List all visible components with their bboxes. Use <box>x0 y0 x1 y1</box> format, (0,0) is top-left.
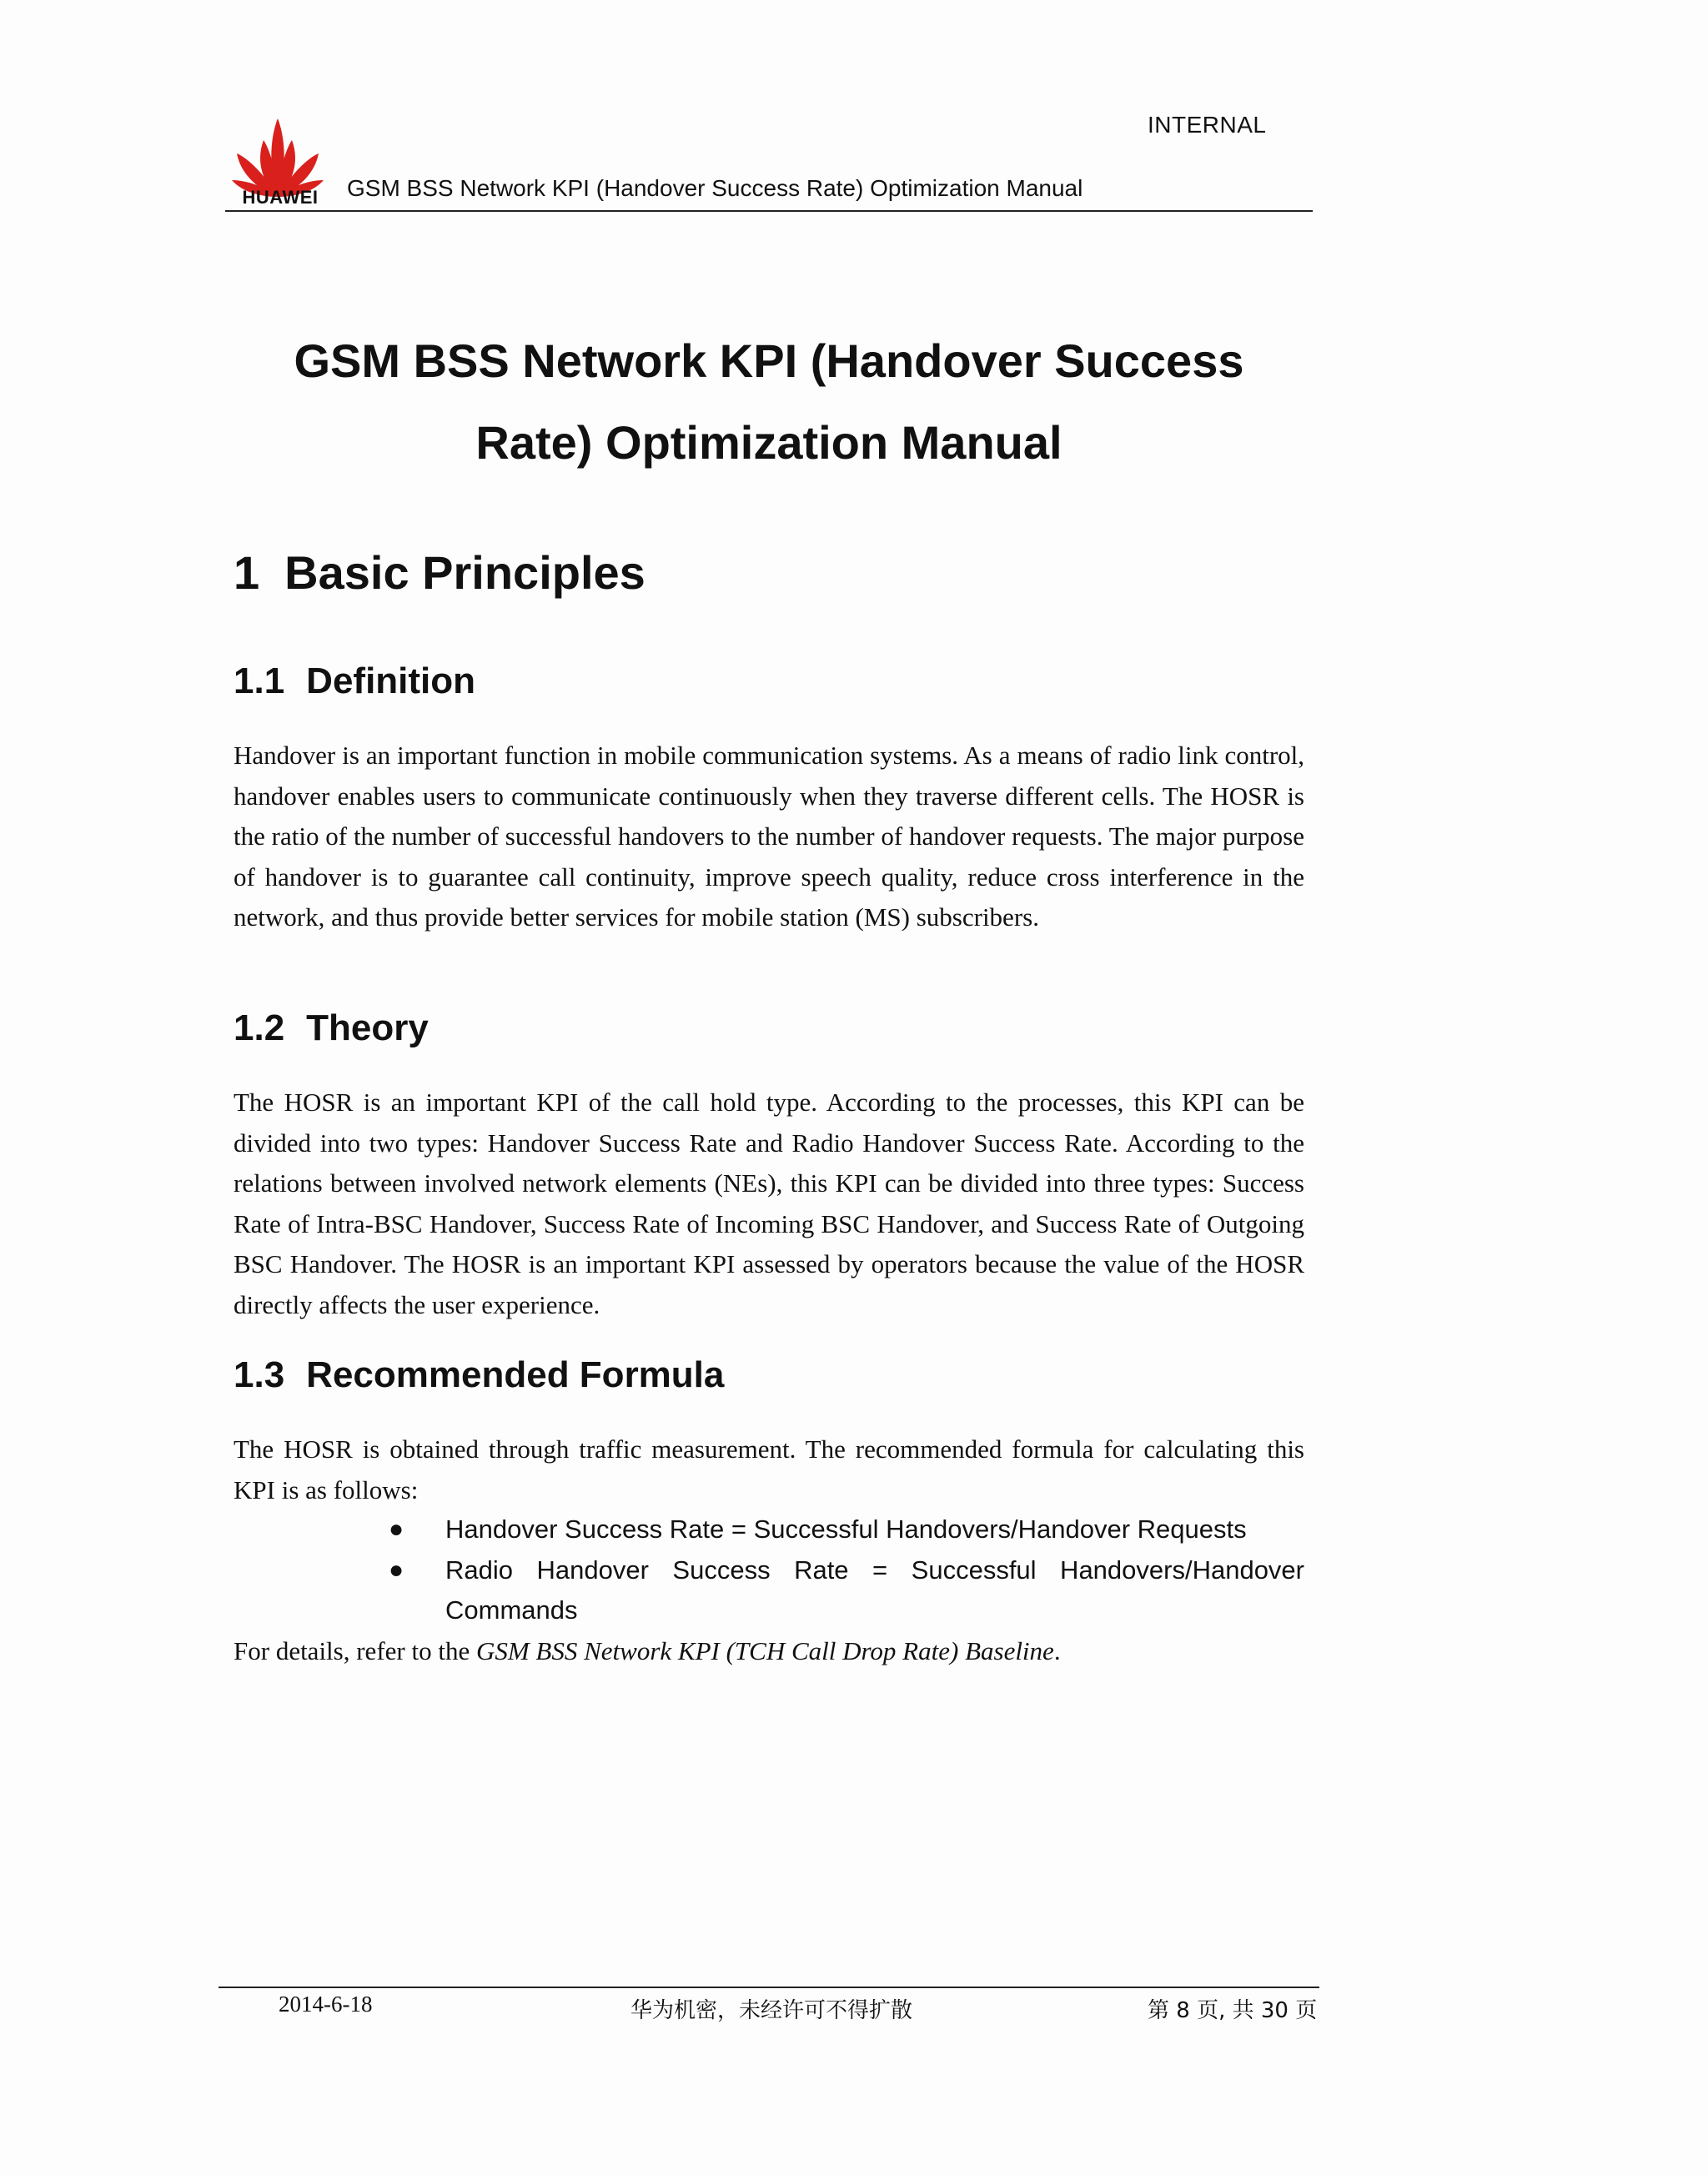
theory-paragraph: The HOSR is an important KPI of the call hold type. According to the processes, this KPI can be divided into two types: Handover Success Rate and Radio Handover Success Rate. According to the relations between involved network elements (NEs), this KPI can be divided into three types: Success Rate of Intra-BSC Handover, Success Rate of Incoming BSC Handover, and Success Rate of Outgoing BSC Handover. The HOSR is an important KPI assessed by operators because the value of the HOSR directly affects the user experience. <box>234 1088 1304 1319</box>
formula-text-line2: Commands <box>445 1595 578 1625</box>
referenced-document-title: GSM BSS Network KPI (TCH Call Drop Rate) Baseline <box>475 1636 1054 1665</box>
running-header-title: GSM BSS Network KPI (Handover Success Rate) Optimization Manual <box>347 175 1083 201</box>
footer-date: 2014-6-18 <box>279 1992 373 2017</box>
formula-text-line1: Radio Handover Success Rate = Successful Handovers/Handover <box>445 1555 1304 1585</box>
formula-text: Handover Success Rate = Successful Handovers/Handover Requests <box>445 1514 1247 1544</box>
heading-section-1-3 <box>234 1354 724 1396</box>
section-number: 1 <box>234 546 260 599</box>
formula-list <box>389 1509 1304 1631</box>
heading-section-1-1 <box>234 661 475 702</box>
definition-paragraph: Handover is an important function in mobile communication systems. As a means of radio link control, handover enables users to communicate continuously when they traverse different cells. The HOSR is the ratio of the number of successful handovers to the number of handover requests. The major purpose of handover is to guarantee call continuity, improve speech quality, reduce cross interference in the network, and thus provide better services for mobile station (MS) subscribers. <box>234 741 1304 932</box>
list-item <box>389 1509 1304 1550</box>
section-title: Recommended Formula <box>306 1354 725 1395</box>
section-number: 1.3 <box>234 1354 285 1395</box>
section-number: 1.1 <box>234 661 285 701</box>
document-title-line1: GSM BSS Network KPI (Handover Success <box>294 334 1244 387</box>
details-suffix: . <box>1053 1636 1061 1665</box>
formula-intro-paragraph: The HOSR is obtained through traffic measurement. The recommended formula for calculating this KPI is as follows: <box>234 1434 1304 1504</box>
bullet-dot-icon: ● <box>389 1515 404 1543</box>
section-title: Definition <box>306 661 476 701</box>
document-title-line2: Rate) Optimization Manual <box>475 416 1062 469</box>
heading-section-1-2 <box>234 1007 429 1049</box>
heading-section-1 <box>234 545 646 600</box>
footer-divider <box>219 1987 1319 1988</box>
details-reference-paragraph <box>234 1631 1304 1672</box>
section-title: Basic Principles <box>284 546 646 599</box>
classification-label: INTERNAL <box>1148 112 1267 138</box>
header-divider <box>225 210 1313 212</box>
bullet-dot-icon: ● <box>389 1555 404 1584</box>
document-title <box>225 320 1313 484</box>
details-prefix: For details, refer to the <box>234 1636 476 1665</box>
footer-confidentiality-notice: 华为机密，未经许可不得扩散 <box>630 1998 913 2023</box>
footer-page-number: 第 8 页, 共 30 页 <box>1148 1998 1318 2023</box>
section-title: Theory <box>306 1007 429 1048</box>
section-number: 1.2 <box>234 1007 285 1048</box>
huawei-logo-text: HUAWEI <box>242 187 319 208</box>
list-item <box>389 1550 1304 1631</box>
